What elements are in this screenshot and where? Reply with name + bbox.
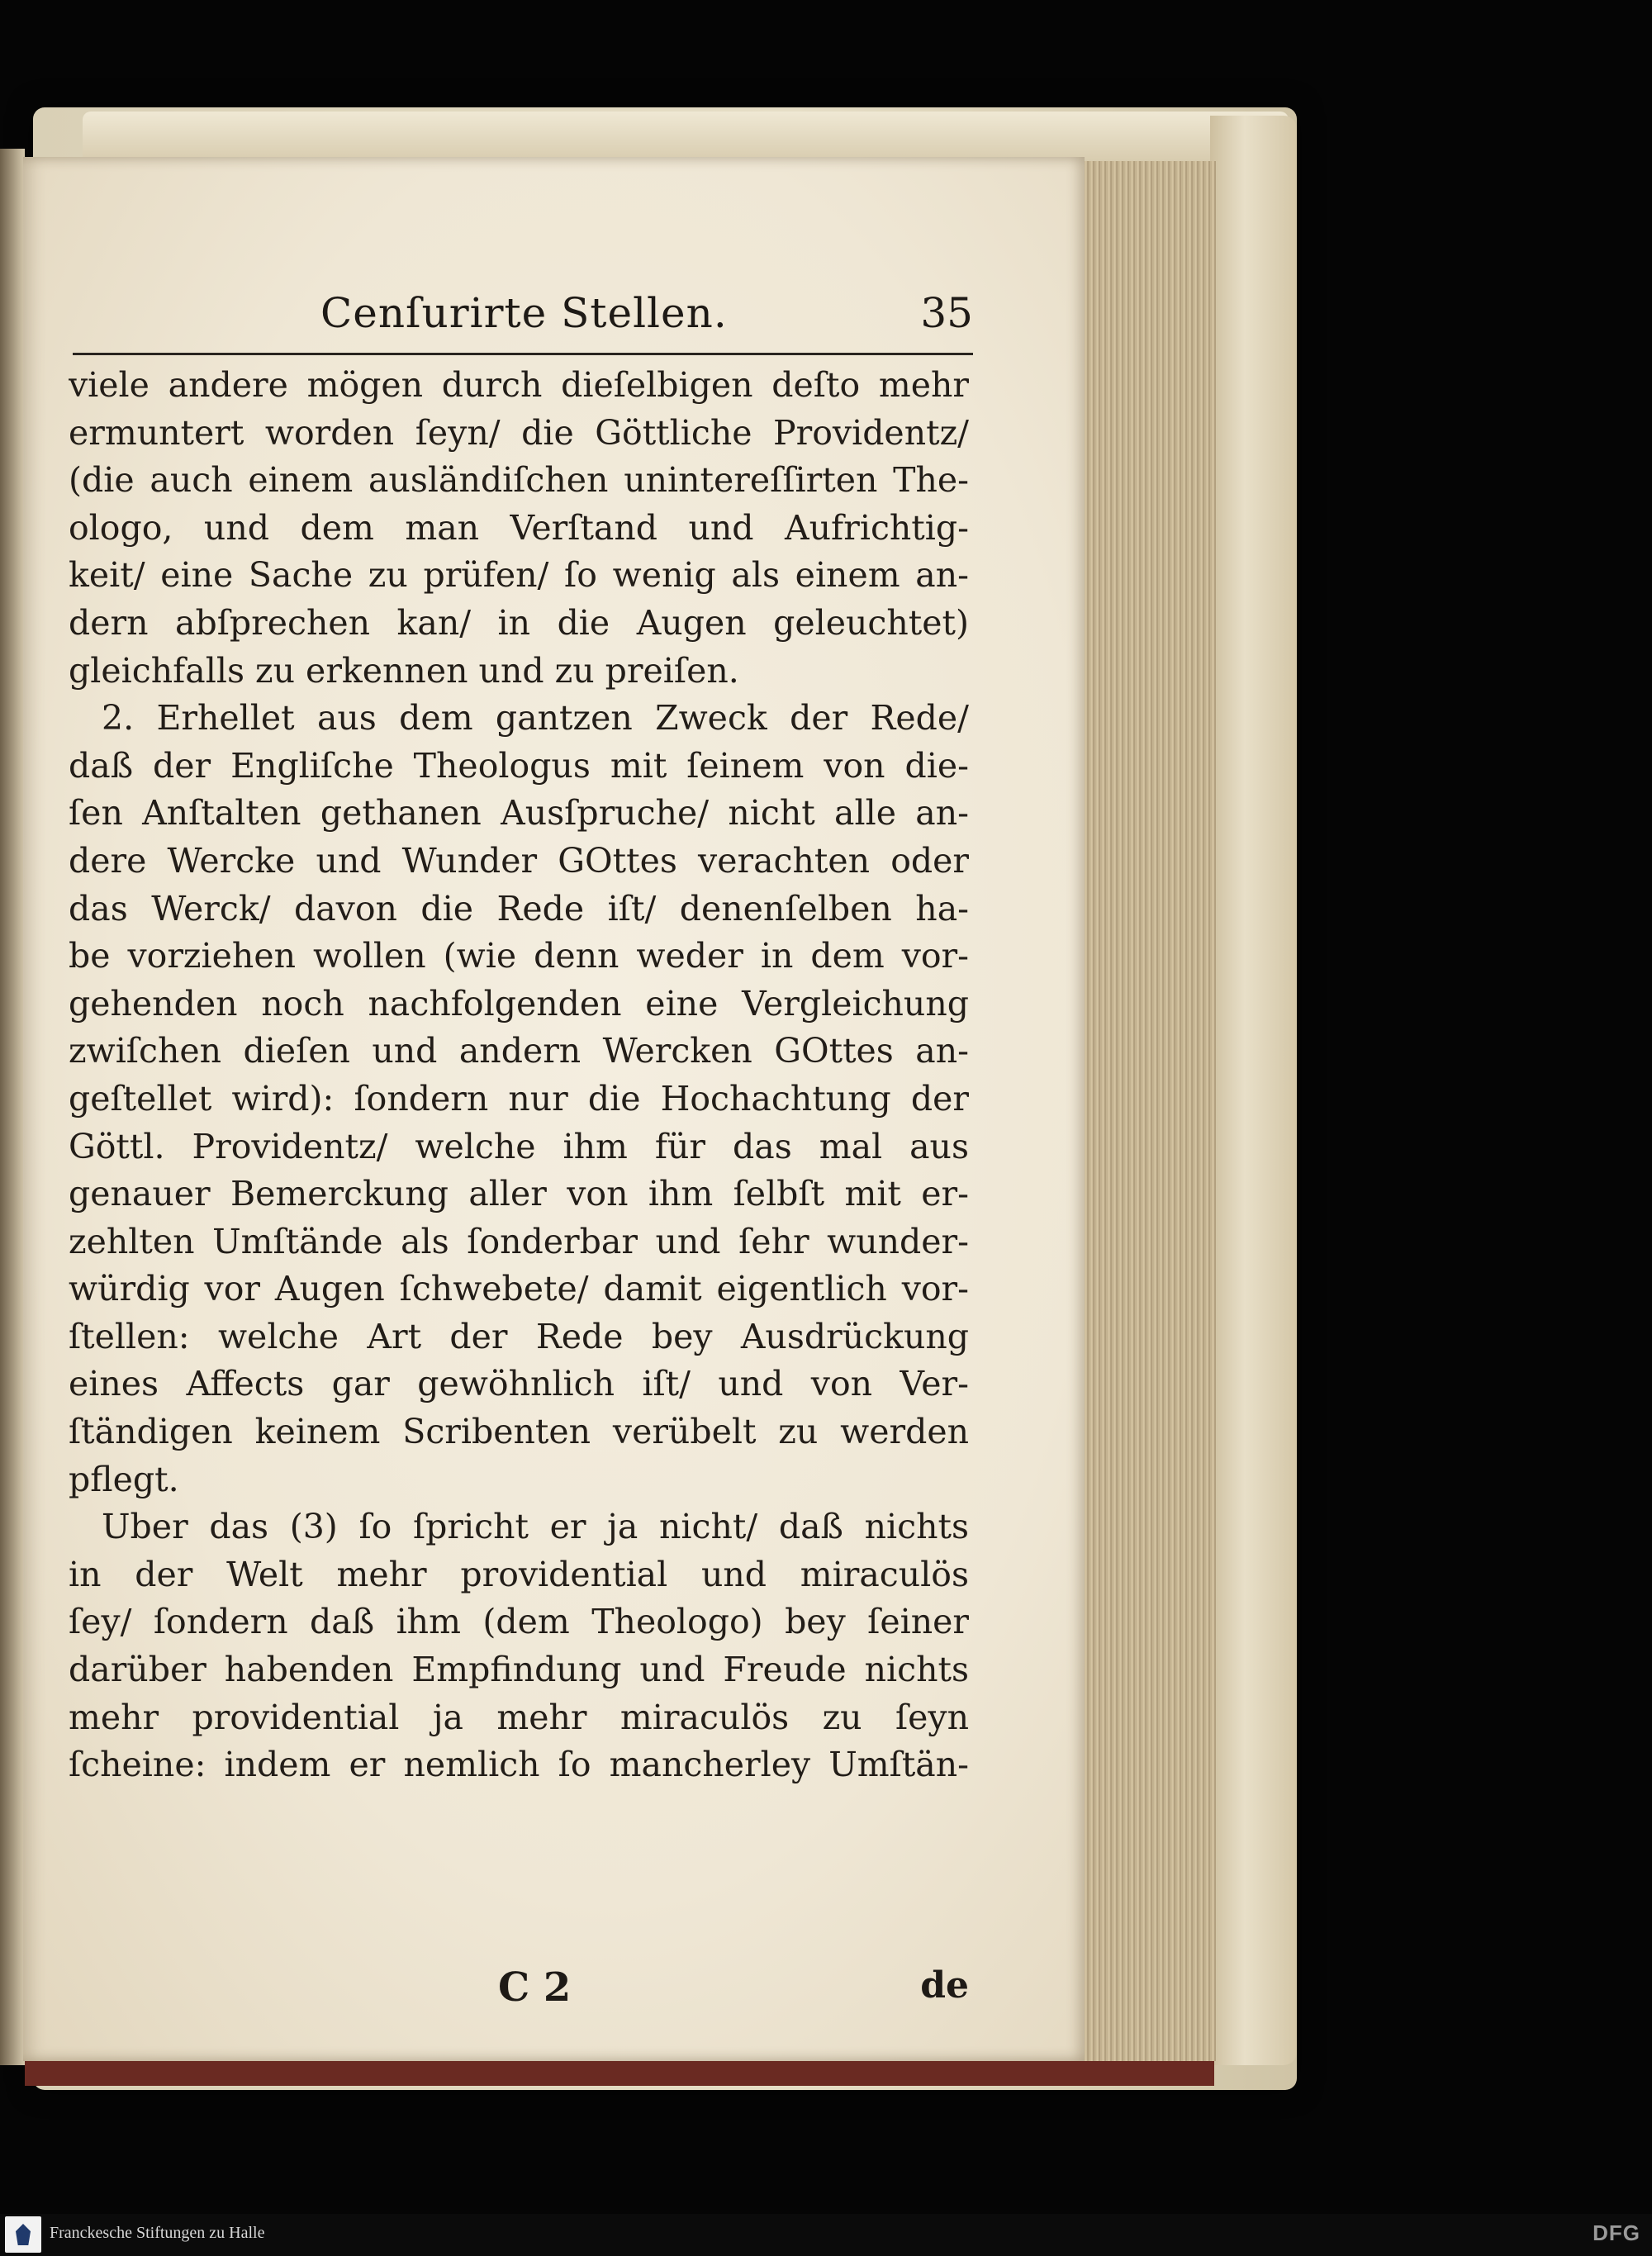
text-line: ſtändigen keinem Scribenten verübelt zu werden xyxy=(69,1412,969,1452)
running-head xyxy=(73,281,973,347)
text-line: mehr providential ja mehr miraculös zu ſeyn xyxy=(69,1697,969,1737)
text-line: darüber habenden Empfindung und Freude nichts xyxy=(69,1650,969,1690)
text-line: in der Welt mehr providential und miraculös xyxy=(69,1554,969,1594)
text-line: pflegt. xyxy=(69,1459,179,1499)
text-line: das Werck/ davon die Rede iſt/ denenſelben ha- xyxy=(69,888,969,929)
text-line: eines Affects gar gewöhnlich iſt/ und von Ver- xyxy=(69,1364,969,1404)
text-line: ſey/ ſondern daß ihm (dem Theologo) bey ſeiner xyxy=(69,1602,969,1642)
page-number: 35 xyxy=(920,289,973,337)
book-cover-top-edge xyxy=(83,112,1289,161)
book-page xyxy=(23,157,1085,2061)
text-line: ermuntert worden ſeyn/ die Göttliche Providentz/ xyxy=(69,412,969,453)
text-line: geſtellet wird): ſondern nur die Hochachtung der xyxy=(69,1078,969,1119)
head-rule xyxy=(73,353,973,355)
text-line: viele andere mögen durch dieſelbigen deſto mehr xyxy=(69,365,969,405)
text-line: 2. Erhellet aus dem gantzen Zweck der Rede/ xyxy=(102,698,969,739)
dfg-logo: DFG xyxy=(1593,2220,1640,2245)
text-line: zehlten Umſtände als ſonderbar und ſehr wunder- xyxy=(69,1221,969,1261)
text-line: gleichfalls zu erkennen und zu preiſen. xyxy=(69,650,739,691)
page-footer-marks xyxy=(69,1964,969,2014)
text-line: be vorziehen wollen (wie denn weder in dem vor- xyxy=(69,936,969,976)
text-line: dern abſprechen kan/ in die Augen geleuchtet) xyxy=(69,602,969,643)
signature-mark: C 2 xyxy=(498,1964,572,2011)
text-line: keit/ eine Sache zu prüfen/ ſo wenig als einem an- xyxy=(69,555,969,596)
text-line: dere Wercke und Wunder GOttes verachten oder xyxy=(69,840,969,881)
text-line: ſtellen: welche Art der Rede bey Ausdrückung xyxy=(69,1316,969,1356)
library-logo-icon xyxy=(5,2216,41,2253)
text-line: ologo, und dem man Verſtand und Aufrichtig- xyxy=(69,507,969,548)
text-line: (die auch einem ausländiſchen unintereſſirten The- xyxy=(69,460,969,501)
text-line: Uber das (3) ſo ſpricht er ja nicht/ daß nichts xyxy=(102,1507,969,1547)
text-line: daß der Engliſche Theologus mit ſeinem von die- xyxy=(69,745,969,786)
facing-leaf-edge xyxy=(0,149,25,2065)
text-line: zwiſchen dieſen und andern Wercken GOttes an- xyxy=(69,1031,969,1071)
text-line: genauer Bemerckung aller von ihm ſelbſt mit er- xyxy=(69,1174,969,1214)
text-line: würdig vor Augen ſchwebete/ damit eigentlich vor- xyxy=(69,1269,969,1309)
institution-label: Franckesche Stiftungen zu Halle xyxy=(50,2224,265,2242)
book-bottom-board xyxy=(25,2061,1214,2086)
catchword: de xyxy=(920,1964,969,2007)
text-line: ſen Anſtalten gethanen Ausſpruche/ nicht alle an- xyxy=(69,793,969,834)
text-line: gehenden noch nachfolgenden eine Vergleichung xyxy=(69,983,969,1024)
book-cover-right-edge xyxy=(1210,116,1297,2065)
running-head-title: Cenſurirte Stellen. xyxy=(320,289,728,337)
text-line: ſcheine: indem er nemlich ſo mancherley Umſtän- xyxy=(69,1745,969,1785)
text-line: Göttl. Providentz/ welche ihm für das mal aus xyxy=(69,1126,969,1166)
page-block-fore-edge xyxy=(1082,161,1216,2061)
body-text xyxy=(69,362,969,1789)
